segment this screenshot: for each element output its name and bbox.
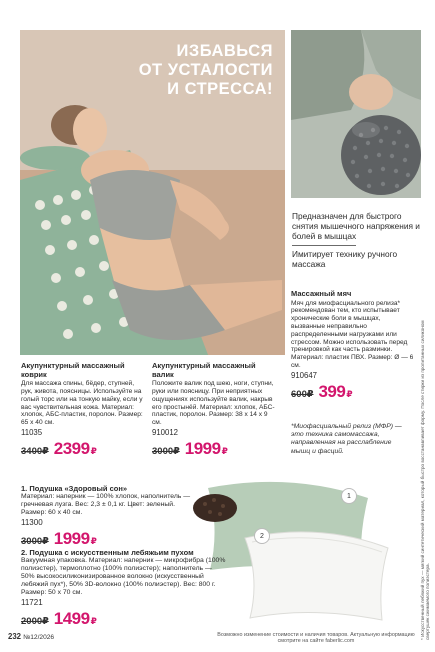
product-roller (152, 362, 277, 459)
new-price-value: 1499 (53, 609, 90, 628)
product-name: Массажный мяч (291, 289, 352, 298)
product-code: 11035 (21, 427, 43, 437)
new-price-value: 1999 (53, 529, 90, 548)
product-code: 11300 (21, 518, 43, 527)
hero-headline-line-3: И СТРЕССА! (167, 80, 273, 98)
ball-benefit-1: Предназначен для быстрого снятия мышечного напряжения и болей в мышцах (292, 211, 420, 241)
massage-ball-illustration (291, 30, 421, 198)
product-name: Акупунктурный массажный коврик (21, 361, 125, 379)
footnote-mfr: *Миофасциальный релиз (МФР) — это техника самомассажа, направленная на расслабление мышц и фасций. (291, 423, 402, 455)
product-ball (291, 290, 416, 402)
product-name: 2. Подушка с искусственным лебяжьим пухом (21, 548, 194, 557)
product-code: 910647 (291, 370, 318, 380)
side-footnote: * Искусственный лебяжий пух — мягкий синтетический материал, который быстро восстанавливает форму. После стирки из пропитанных силиконом свертушек сжимаемого полиэстера. (420, 320, 431, 640)
product-code: 910012 (152, 427, 179, 437)
ball-benefits (292, 211, 422, 273)
currency-symbol: ₽ (90, 616, 97, 626)
old-price: 3400₽ (21, 445, 49, 457)
price-row (21, 529, 221, 549)
badge-1: 1 (341, 488, 357, 504)
new-price (54, 439, 97, 459)
new-price (54, 529, 97, 549)
new-price-value: 1999 (184, 438, 221, 458)
product-name: 1. Подушка «Здоровый сон» (21, 484, 128, 493)
divider (292, 245, 356, 246)
price-row (21, 609, 221, 629)
old-price: 3000₽ (152, 445, 180, 457)
old-price: 2000₽ (21, 616, 49, 627)
new-price (185, 439, 228, 459)
massage-ball-photo (291, 30, 421, 198)
currency-symbol: ₽ (90, 445, 97, 456)
currency-symbol: ₽ (221, 445, 228, 456)
new-price (318, 382, 352, 402)
hero-headline (123, 42, 273, 99)
hero-headline-line-1: ИЗБАВЬСЯ (176, 42, 273, 60)
currency-symbol: ₽ (346, 388, 353, 399)
ball-benefit-2: Имитирует технику ручного массажа (292, 249, 398, 269)
hero-photo (20, 30, 285, 355)
hero-headline-line-2: ОТ УСТАЛОСТИ (138, 61, 273, 79)
badge-2: 2 (254, 528, 270, 544)
issue-number: №12/2026 (23, 634, 55, 641)
product-pillow-healthy-sleep (21, 484, 221, 549)
product-description: Положите валик под шею, ноги, ступни, руки или поясницу. При неприятных ощущениях используйте валик, накрыв его простынёй. Материал: хлопок, АБС-пластик, поролон. Размер: 38 x 14 x 9 см. (152, 380, 275, 427)
page-number: 232 (8, 632, 22, 641)
new-price (54, 609, 97, 629)
product-description: Материал: наперник — 100% хлопок, наполнитель — гречневая лузга. Вес: 2,3 ± 0,1 кг. Цвет: зеленый. Размер: 60 x 40 см. (21, 493, 191, 516)
product-description: Для массажа спины, бёдер, ступней, рук, живота, поясницы. Используйте на голый торс или на тонкую майку, если у вас чувствительная кожа. Материал: хлопок, АБС-пластик, поролон. Размер: 65 x 40 см. (21, 380, 143, 427)
product-code: 11721 (21, 598, 43, 607)
product-pillow-swan-down (21, 548, 226, 629)
old-price: 3000₽ (21, 536, 49, 547)
new-price-value: 2399 (53, 438, 90, 458)
product-name: Акупунктурный массажный валик (152, 361, 256, 379)
price-row (152, 439, 277, 459)
page-footer (8, 632, 54, 641)
new-price-value: 399 (318, 381, 346, 401)
product-mat (21, 362, 143, 459)
product-description: Мяч для миофасциального релиза* рекомендован тем, кто испытывает хронические боли в мышцах, вызванные неправильно распределенными нагрузками или стрессом. Можно использовать перед тренировкой как часть разминки. Материал: пластик ПВХ. Размер: Ø — 6 см. (291, 299, 414, 369)
old-price: 600₽ (291, 388, 314, 400)
product-description: Вакуумная упаковка. Материал: наперник — микрофибра (100% полиэстер), термоплотно (100% полиэстер); наполнитель — 50% высокосиликонизированное волокно (искусственный лебяжий пух*), 50% 3D-волокно (100% полиэстер). Вес: 800 г. Размер: 50 x 70 см. (21, 557, 226, 596)
price-row (291, 382, 416, 402)
currency-symbol: ₽ (90, 536, 97, 546)
price-row (21, 439, 143, 459)
footer-disclaimer: Возможно изменение стоимости и наличия товаров. Актуальную информацию смотрите на сайте faberlic.com (217, 632, 415, 645)
